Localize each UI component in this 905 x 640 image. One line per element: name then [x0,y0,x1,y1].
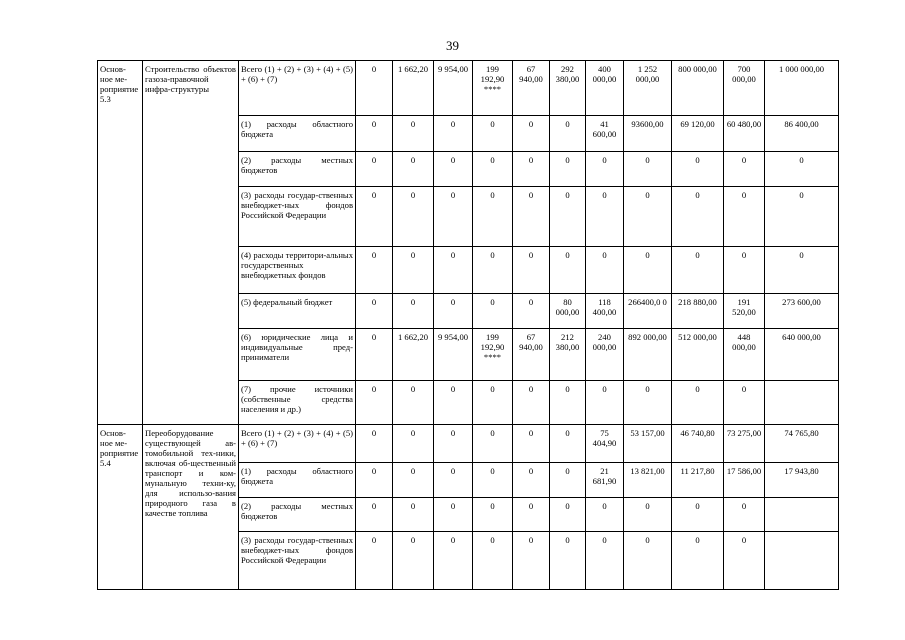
amount-cell: 0 [393,532,434,590]
amount-cell: 0 [393,247,434,294]
amount-cell: 0 [513,247,550,294]
amount-cell: 9 954,00 [434,329,473,381]
amount-cell: 75 404,90 [586,425,624,463]
amount-cell: 0 [724,498,765,532]
amount-cell [765,498,839,532]
amount-cell: 0 [624,152,672,187]
amount-cell: 17 586,00 [724,463,765,498]
amount-cell: 21 681,90 [586,463,624,498]
amount-cell: 0 [586,532,624,590]
amount-cell: 0 [550,247,586,294]
funding-source: Всего (1) + (2) + (3) + (4) + (5) + (6) + (7) [239,425,356,463]
amount-cell: 0 [586,247,624,294]
amount-cell: 0 [393,381,434,425]
amount-cell: 1 252 000,00 [624,61,672,116]
amount-cell: 512 000,00 [672,329,724,381]
amount-cell: 0 [473,532,513,590]
amount-cell: 0 [473,463,513,498]
amount-cell: 0 [624,381,672,425]
amount-cell: 0 [513,532,550,590]
amount-cell: 0 [356,152,393,187]
amount-cell: 0 [434,247,473,294]
amount-cell: 0 [473,247,513,294]
amount-cell: 0 [473,425,513,463]
amount-cell: 0 [473,116,513,152]
amount-cell: 0 [513,294,550,329]
amount-cell: 0 [672,498,724,532]
amount-cell: 266400,0 0 [624,294,672,329]
measure-description: Строительство объектов газоза-правочной инфра-структуры [143,61,239,425]
measure-label-line: ное ме- [100,438,128,448]
amount-cell: 0 [624,247,672,294]
amount-cell: 0 [550,532,586,590]
amount-cell: 448 000,00 [724,329,765,381]
table-row [98,425,839,463]
amount-cell: 0 [765,187,839,247]
funding-source: (5) федеральный бюджет [239,294,356,329]
amount-cell: 0 [356,463,393,498]
amount-cell: 0 [550,116,586,152]
amount-cell [765,381,839,425]
funding-source: (3) расходы государ-ственных внебюджет-ных фондов Российской Федерации [239,532,356,590]
amount-cell: 191 520,00 [724,294,765,329]
amount-cell: 0 [434,498,473,532]
amount-cell: 199 192,90 **** [473,329,513,381]
amount-cell: 400 000,00 [586,61,624,116]
amount-cell: 11 217,80 [672,463,724,498]
amount-cell: 0 [356,187,393,247]
measure-label-line: ное ме- [100,74,128,84]
amount-cell: 118 400,00 [586,294,624,329]
amount-cell: 0 [356,498,393,532]
amount-cell: 640 000,00 [765,329,839,381]
measure-description: Переоборудование существующей ав-томобильной тех-ники, включая об-щественный транспорт и ком-мунальную техни-ку, для использо-вания природного газа в качестве топлива [143,425,239,590]
funding-source: (1) расходы областного бюджета [239,463,356,498]
amount-cell: 0 [434,532,473,590]
amount-cell: 292 380,00 [550,61,586,116]
amount-cell: 0 [624,187,672,247]
amount-cell: 69 120,00 [672,116,724,152]
amount-cell: 0 [724,247,765,294]
amount-cell: 0 [356,294,393,329]
amount-cell: 800 000,00 [672,61,724,116]
amount-cell: 0 [356,532,393,590]
amount-cell: 0 [513,498,550,532]
measure-label-line: Основ- [100,64,126,74]
amount-cell: 0 [434,381,473,425]
amount-cell: 0 [550,463,586,498]
amount-cell: 0 [393,294,434,329]
amount-cell: 0 [513,425,550,463]
amount-cell: 0 [356,116,393,152]
amount-cell: 0 [550,425,586,463]
amount-cell: 0 [586,152,624,187]
amount-cell: 0 [513,116,550,152]
amount-cell: 0 [513,187,550,247]
amount-cell: 80 000,00 [550,294,586,329]
measure-label-line: роприятие 5.3 [100,84,139,104]
amount-cell: 0 [473,152,513,187]
amount-cell: 0 [672,532,724,590]
funding-source: (7) прочие источники (собственные средства населения и др.) [239,381,356,425]
amount-cell: 240 000,00 [586,329,624,381]
amount-cell: 0 [434,425,473,463]
amount-cell: 0 [473,187,513,247]
amount-cell: 67 940,00 [513,329,550,381]
amount-cell: 17 943,80 [765,463,839,498]
measure-label [98,425,143,590]
amount-cell: 0 [550,498,586,532]
amount-cell: 0 [393,498,434,532]
amount-cell [765,532,839,590]
amount-cell: 0 [672,247,724,294]
amount-cell: 13 821,00 [624,463,672,498]
amount-cell: 0 [513,463,550,498]
amount-cell: 0 [513,381,550,425]
amount-cell: 53 157,00 [624,425,672,463]
amount-cell: 0 [393,187,434,247]
amount-cell: 892 000,00 [624,329,672,381]
amount-cell: 199 192,90 **** [473,61,513,116]
page-number: 39 [446,38,459,53]
amount-cell: 74 765,80 [765,425,839,463]
amount-cell: 0 [513,152,550,187]
amount-cell: 0 [356,61,393,116]
amount-cell: 0 [473,294,513,329]
amount-cell: 0 [356,381,393,425]
measure-label-line: Основ- [100,428,126,438]
amount-cell: 0 [356,247,393,294]
amount-cell: 0 [724,532,765,590]
amount-cell: 41 600,00 [586,116,624,152]
funding-source: (2) расходы местных бюджетов [239,152,356,187]
amount-cell: 0 [624,532,672,590]
amount-cell: 0 [356,425,393,463]
amount-cell: 93600,00 [624,116,672,152]
amount-cell: 0 [724,187,765,247]
amount-cell: 0 [393,463,434,498]
amount-cell: 218 880,00 [672,294,724,329]
amount-cell: 0 [724,381,765,425]
amount-cell: 0 [434,463,473,498]
amount-cell: 86 400,00 [765,116,839,152]
amount-cell: 0 [586,498,624,532]
amount-cell: 0 [434,294,473,329]
amount-cell: 0 [672,381,724,425]
amount-cell: 0 [393,116,434,152]
amount-cell: 0 [473,381,513,425]
amount-cell: 212 380,00 [550,329,586,381]
amount-cell: 46 740,80 [672,425,724,463]
measure-label [98,61,143,425]
amount-cell: 1 662,20 [393,61,434,116]
amount-cell: 0 [765,152,839,187]
amount-cell: 60 480,00 [724,116,765,152]
amount-cell: 0 [550,187,586,247]
funding-source: (3) расходы государ-ственных внебюджет-ных фондов Российской Федерации [239,187,356,247]
amount-cell: 0 [550,152,586,187]
amount-cell: 0 [586,381,624,425]
amount-cell: 0 [672,187,724,247]
amount-cell: 0 [724,152,765,187]
funding-source: Всего (1) + (2) + (3) + (4) + (5) + (6) + (7) [239,61,356,116]
funding-source: (4) расходы территори-альных государственных внебюджетных фондов [239,247,356,294]
amount-cell: 0 [434,116,473,152]
amount-cell: 0 [624,498,672,532]
amount-cell: 0 [393,425,434,463]
amount-cell: 700 000,00 [724,61,765,116]
funding-source: (6) юридические лица и индивидуальные пред-приниматели [239,329,356,381]
amount-cell: 0 [434,152,473,187]
amount-cell: 273 600,00 [765,294,839,329]
amount-cell: 1 662,20 [393,329,434,381]
amount-cell: 9 954,00 [434,61,473,116]
amount-cell: 0 [672,152,724,187]
amount-cell: 0 [586,187,624,247]
measure-label-line: роприятие 5.4 [100,448,139,468]
amount-cell: 0 [550,381,586,425]
funding-source: (2) расходы местных бюджетов [239,498,356,532]
amount-cell: 0 [356,329,393,381]
amount-cell: 1 000 000,00 [765,61,839,116]
amount-cell: 73 275,00 [724,425,765,463]
funding-source: (1) расходы областного бюджета [239,116,356,152]
amount-cell: 67 940,00 [513,61,550,116]
budget-table [97,60,839,590]
amount-cell: 0 [434,187,473,247]
amount-cell: 0 [765,247,839,294]
table-row [98,61,839,116]
amount-cell: 0 [473,498,513,532]
amount-cell: 0 [393,152,434,187]
